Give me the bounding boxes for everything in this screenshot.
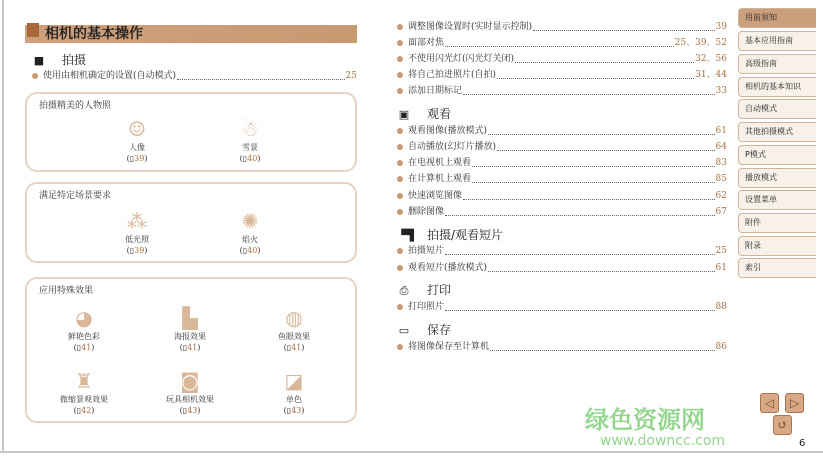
mode-label: 人像 [129, 143, 145, 152]
item-label: 删除图像 [408, 207, 445, 217]
page-link[interactable]: 61 [715, 126, 727, 136]
chapter-tab[interactable]: 自动模式 [738, 99, 816, 119]
leader-dots [463, 192, 715, 200]
mode-fisheye[interactable] [249, 305, 339, 353]
mode-snow[interactable] [205, 116, 295, 164]
section-heading: ▭ 保存 [398, 323, 452, 337]
toc-item[interactable] [397, 85, 727, 97]
toy-camera-icon: ◙ [180, 369, 200, 393]
portrait-box [25, 92, 357, 172]
leader-dots [445, 208, 715, 216]
mode-label: 微缩景观效果 [60, 395, 108, 404]
chapter-tab[interactable]: 索引 [738, 258, 816, 278]
bullet [397, 344, 403, 350]
bullet [397, 56, 403, 62]
page-link[interactable]: 88 [715, 302, 727, 312]
section-heading: ▝▜ 拍摄/观看短片 [397, 228, 504, 242]
page-bottom-border [0, 451, 823, 453]
leader-dots [472, 159, 715, 167]
leader-dots [445, 303, 715, 311]
printer-icon: ⎙ [399, 284, 409, 297]
leader-dots [515, 55, 694, 63]
item-label: 自动播放(幻灯片播放) [408, 142, 497, 152]
mode-label: 雪景 [242, 143, 258, 152]
low-light-icon: ⁂ [127, 209, 147, 233]
page-link[interactable]: (▯41) [179, 343, 201, 352]
bullet [397, 144, 403, 150]
leader-dots [497, 143, 715, 151]
toc-item[interactable] [397, 262, 727, 274]
bullet [32, 73, 38, 79]
mode-low-light[interactable] [92, 208, 182, 256]
item-label: 在计算机上观看 [408, 174, 472, 184]
item-label: 打印照片 [408, 302, 445, 312]
section-heading: ⎙ 打印 [397, 282, 451, 298]
toc-item[interactable] [397, 157, 727, 169]
page-number: 6 [799, 438, 806, 449]
section-heading: ▣ 观看 [398, 107, 452, 121]
bullet [397, 160, 403, 166]
bullet [397, 176, 403, 182]
chapter-tab[interactable]: P模式 [738, 145, 816, 165]
leader-dots [488, 127, 715, 135]
bullet [397, 304, 403, 310]
bullet [397, 40, 403, 46]
leader-dots [463, 87, 715, 95]
next-page-button[interactable] [785, 393, 804, 413]
leader-dots [472, 175, 715, 183]
leader-dots [533, 23, 715, 31]
page-link[interactable]: 32、56 [695, 54, 727, 64]
mode-fireworks[interactable] [205, 208, 295, 256]
leader-dots [445, 247, 715, 255]
box-title: 满足特定场景要求 [39, 191, 112, 201]
fireworks-icon: ✺ [241, 209, 259, 233]
toc-item[interactable] [397, 125, 727, 137]
item-label: 不使用闪光灯(闪光灯关闭) [408, 54, 515, 64]
mode-label: 低光照 [125, 235, 149, 244]
page-link[interactable]: 33 [715, 86, 727, 96]
page-link[interactable]: 86 [715, 342, 727, 352]
toc-item[interactable] [397, 173, 727, 185]
leader-dots [490, 343, 715, 351]
item-label: 观看图像(播放模式) [408, 126, 488, 136]
mode-label: 鲜艳色彩 [68, 332, 100, 341]
chapter-tab[interactable]: 基本应用指南 [738, 31, 816, 51]
chapter-tab[interactable]: 其他拍摄模式 [738, 122, 816, 142]
page-link[interactable]: (▯43) [283, 406, 305, 415]
page-link[interactable]: 25 [715, 246, 727, 256]
monochrome-icon: ◪ [284, 369, 304, 393]
portrait-icon: ☺ [128, 117, 146, 141]
chapter-tab[interactable]: 附录 [738, 236, 816, 256]
mode-toy-camera[interactable] [145, 368, 235, 416]
page-link[interactable]: (▯41) [283, 343, 305, 352]
page-link[interactable]: (▯42) [73, 406, 95, 415]
mode-label: 海报效果 [174, 332, 206, 341]
bullet [397, 72, 403, 78]
effects-box [25, 277, 357, 423]
mode-label: 玩具相机效果 [166, 395, 214, 404]
item-label: 快速浏览图像 [408, 191, 463, 201]
section-shoot-heading: ■ 拍摄 [33, 53, 87, 67]
page-link[interactable]: 39 [715, 22, 727, 32]
miniature-icon: ♜ [75, 369, 93, 393]
bullet [397, 248, 403, 254]
bullet [397, 24, 403, 30]
leader-dots [177, 72, 345, 80]
page-link[interactable]: 25、39、52 [674, 38, 727, 48]
page-link[interactable]: (▯40) [239, 246, 261, 255]
box-title: 拍摄精美的人物照 [39, 101, 112, 111]
chapter-tab[interactable]: 设置菜单 [738, 190, 816, 210]
page-link[interactable]: (▯40) [239, 154, 261, 163]
mode-miniature[interactable] [39, 368, 129, 416]
page-link[interactable]: (▯39) [126, 154, 148, 163]
poster-effect-icon: ▙ [182, 306, 198, 330]
chapter-tab[interactable]: 相机的基本知识 [738, 77, 816, 97]
toc-item[interactable] [397, 53, 727, 65]
triangle-left-icon: ◁ [764, 396, 775, 410]
toc-item[interactable] [397, 301, 727, 313]
page-link[interactable]: (▯43) [179, 406, 201, 415]
toc-item[interactable] [397, 21, 727, 33]
movie-camera-icon: ▝▜ [397, 229, 414, 242]
item-label: 将自己拍进照片(自拍) [408, 70, 497, 80]
toc-item[interactable]: 使用由相机确定的设置(自动模式) 25 [32, 70, 357, 82]
mode-poster[interactable] [145, 305, 235, 353]
chapter-tab[interactable]: 高级指南 [738, 54, 816, 74]
page-link[interactable]: (▯39) [126, 246, 148, 255]
page-link[interactable]: 67 [715, 207, 727, 217]
return-arrow-icon: ↺ [777, 418, 788, 432]
leader-dots [445, 39, 674, 47]
bullet [397, 193, 403, 199]
page-left-border [2, 0, 4, 452]
box-title: 应用特殊效果 [39, 286, 94, 296]
chapter-tab[interactable]: 附件 [738, 213, 816, 233]
toc-item[interactable] [397, 206, 727, 218]
toc-item[interactable] [397, 69, 727, 81]
page-link[interactable]: 61 [715, 263, 727, 273]
page-link[interactable]: 25 [345, 71, 357, 81]
page-link[interactable]: 31、44 [695, 70, 727, 80]
bullet [397, 209, 403, 215]
toc-item[interactable] [397, 37, 727, 49]
mode-label: 单色 [286, 395, 302, 404]
play-icon: ▣ [398, 108, 410, 121]
leader-dots [488, 264, 715, 272]
chapter-title: 相机的基本操作 [45, 26, 143, 42]
computer-icon: ▭ [398, 324, 410, 337]
mode-label: 焰火 [242, 235, 258, 244]
item-label: 在电视机上观看 [408, 158, 472, 168]
triangle-right-icon: ▷ [789, 396, 800, 410]
page-link[interactable]: (▯41) [73, 343, 95, 352]
leader-dots [497, 71, 694, 79]
item-label: 添加日期标记 [408, 86, 463, 96]
return-button[interactable] [773, 415, 792, 435]
toc-item[interactable] [397, 190, 727, 202]
bullet [397, 128, 403, 134]
page-link[interactable]: 83 [715, 158, 727, 168]
scene-box [25, 182, 357, 263]
chapter-tab[interactable]: 播放模式 [738, 168, 816, 188]
item-label: 拍摄短片 [408, 246, 445, 256]
snowman-icon: ☃ [241, 117, 259, 141]
chapter-title-bar [25, 25, 357, 43]
bullet [397, 265, 403, 271]
watermark-logo: 绿色资源网 [585, 406, 705, 434]
mode-monochrome[interactable] [249, 368, 339, 416]
page-link[interactable]: 62 [715, 191, 727, 201]
title-marker [27, 23, 39, 37]
chapter-tab[interactable]: 用前须知 [738, 8, 816, 28]
toc-item[interactable] [397, 341, 727, 353]
prev-page-button[interactable] [760, 393, 779, 413]
toc-item[interactable] [397, 141, 727, 153]
vivid-color-icon: ◕ [75, 306, 93, 330]
page-link[interactable]: 64 [715, 142, 727, 152]
bullet [397, 88, 403, 94]
mode-portrait[interactable] [92, 116, 182, 164]
item-label: 将图像保存至计算机 [408, 342, 490, 352]
item-label: 面部对焦 [408, 38, 445, 48]
camera-icon: ■ [33, 54, 45, 67]
page-link[interactable]: 85 [715, 174, 727, 184]
item-label: 调整图像设置时(实时显示控制) [408, 22, 533, 32]
item-label: 观看短片(播放模式) [408, 263, 488, 273]
mode-label: 鱼眼效果 [278, 332, 310, 341]
watermark-url: www.downcc.com [600, 433, 726, 449]
fisheye-icon: ◍ [285, 306, 303, 330]
mode-vivid[interactable] [39, 305, 129, 353]
toc-item[interactable] [397, 245, 727, 257]
